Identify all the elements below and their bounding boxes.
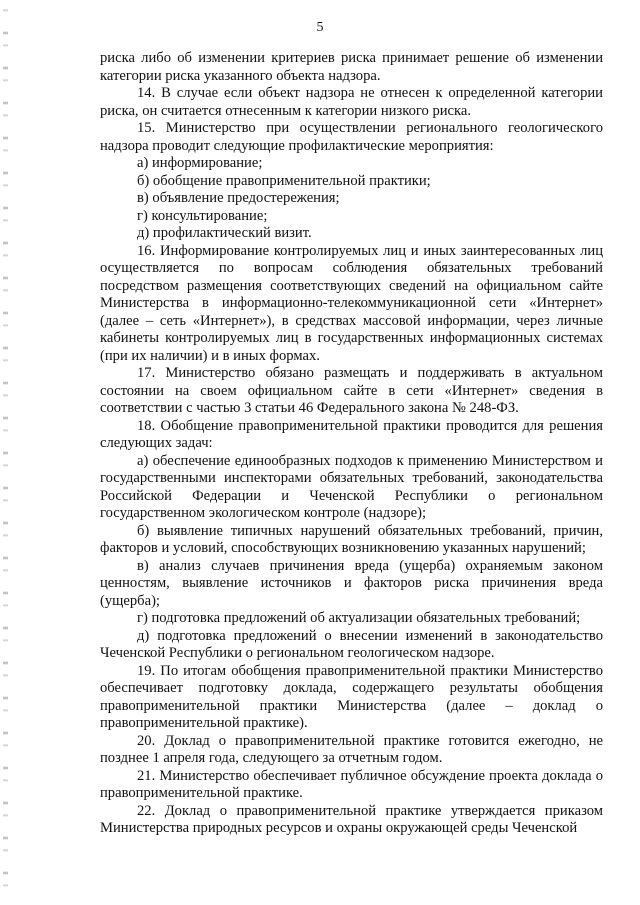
list-item-b: б) обобщение правоприменительной практики; bbox=[137, 172, 431, 189]
paragraph-22: 22. Доклад о правоприменительной практике утверждается приказом Министерства природных ресурсов и охраны окружающей среды Чеченской bbox=[100, 802, 603, 836]
task-item-b: б) выявление типичных нарушений обязательных требований, причин, факторов и условий, способствующих возникновению указанных нарушений; bbox=[100, 522, 603, 556]
list-item-d: д) профилактический визит. bbox=[137, 225, 312, 241]
paragraph-19: 19. По итогам обобщения правоприменительной практики Министерство обеспечивает подготовку доклада, содержащего результаты обобщения правоприменительной практики Министерства (далее – доклад о правоприменительной практике). bbox=[100, 662, 603, 731]
task-item-v: в) анализ случаев причинения вреда (ущерба) охраняемым законом ценностям, выявление источников и факторов риска причинения вреда (ущерба); bbox=[100, 557, 603, 609]
list-item-a: а) информирование; bbox=[137, 155, 263, 171]
paragraph-continuation: риска либо об изменении критериев риска принимает решение об изменении категории риска указанного объекта надзора. bbox=[100, 50, 603, 84]
paragraph-18: 18. Обобщение правоприменительной практики проводится для решения следующих задач: bbox=[100, 417, 603, 451]
paragraph-17: 17. Министерство обязано размещать и поддерживать в актуальном состоянии на своем официальном сайте в сети «Интернет» сведения в соответствии с частью 3 статьи 46 Федерального закона № 248-ФЗ. bbox=[100, 365, 603, 416]
scan-left-edge bbox=[3, 0, 8, 905]
list-item-v: в) объявление предостережения; bbox=[137, 190, 340, 206]
paragraph-21: 21. Министерство обеспечивает публичное обсуждение проекта доклада о правоприменительной практике. bbox=[100, 767, 603, 801]
page-number: 5 bbox=[316, 20, 324, 35]
task-item-a: а) обеспечение единообразных подходов к применению Министерством и государственными инспекторами обязательных требований, законодательства Российской Федерации и Чеченской Республики о региональном государственном экологическом контроле (надзоре); bbox=[100, 452, 603, 521]
paragraph-15: 15. Министерство при осуществлении регионального геологического надзора проводит следующие профилактические мероприятия: bbox=[100, 120, 603, 154]
paragraph-16: 16. Информирование контролируемых лиц и иных заинтересованных лиц осуществляется по вопросам соблюдения обязательных требований посредством размещения соответствующих сведений на официальном сайте Министерства в информационно-телекоммуникационной сети «Интернет» (далее – сеть «Интернет»), в средствах массовой информации, через личные кабинеты контролируемых лиц в государственных информационных системах (при их наличии) и в иных формах. bbox=[100, 242, 603, 364]
paragraph-14: 14. В случае если объект надзора не отнесен к определенной категории риска, он считается отнесенным к категории низкого риска. bbox=[100, 85, 603, 119]
task-item-d: д) подготовка предложений о внесении изменений в законодательство Чеченской Республики о региональном геологическом надзоре. bbox=[100, 627, 603, 661]
task-item-g: г) подготовка предложений об актуализации обязательных требований; bbox=[137, 610, 581, 626]
list-item-g: г) консультирование; bbox=[137, 207, 268, 224]
document-body bbox=[100, 50, 603, 838]
paragraph-20: 20. Доклад о правоприменительной практике готовится ежегодно, не позднее 1 апреля года, следующего за отчетным годом. bbox=[100, 732, 603, 766]
